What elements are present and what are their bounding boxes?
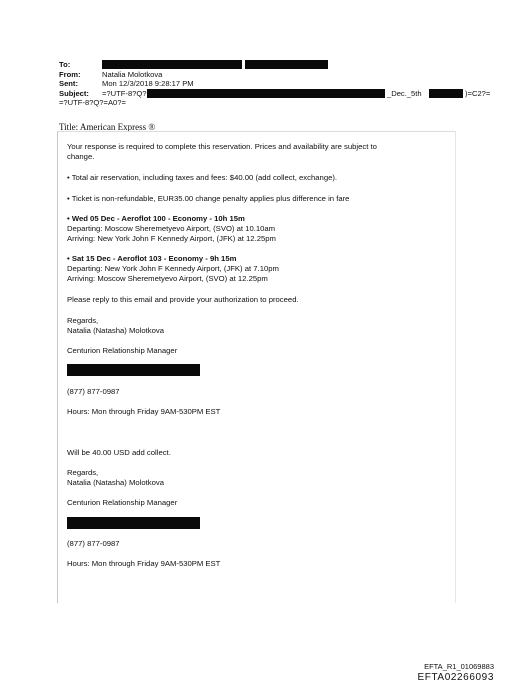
phone-number-2: (877) 877-0987 (67, 539, 120, 548)
footer-ref-1: EFTA_R1_01069883 (424, 662, 494, 671)
signer-title: Centurion Relationship Manager (67, 346, 178, 355)
sent-label: Sent: (59, 79, 78, 88)
bullet-refund: • Ticket is non-refundable, EUR35.00 change penalty applies plus difference in fare (67, 194, 350, 203)
subject-row-2 (59, 98, 459, 108)
redaction-bar (102, 60, 242, 69)
office-hours-2: Hours: Mon through Friday 9AM-530PM EST (67, 559, 221, 568)
intro-line-2: change. (67, 152, 95, 161)
regards-2: Regards, (67, 468, 99, 477)
redaction-bar (67, 364, 200, 376)
flight-2-arriving: Arriving: Moscow Sheremetyevo Airport, (SVO) at 12.25pm (67, 274, 268, 283)
from-value: Natalia Molotkova (102, 69, 163, 79)
redaction-bar (67, 517, 200, 529)
signer-name-2: Natalia (Natasha) Molotkova (67, 478, 164, 487)
office-hours: Hours: Mon through Friday 9AM-530PM EST (67, 407, 221, 416)
subject-row (59, 88, 491, 99)
subject-prefix: =?UTF-8?Q? (102, 88, 147, 98)
subject-label: Subject: (59, 88, 89, 98)
phone-number: (877) 877-0987 (67, 387, 120, 396)
sent-value: Mon 12/3/2018 9:28:17 PM (102, 79, 194, 88)
bullet-total: • Total air reservation, including taxes and fees: $40.00 (add collect, exchange). (67, 173, 338, 182)
flight-1-departing: Departing: Moscow Sheremetyevo Airport, (SVO) at 10.10am (67, 224, 276, 233)
from-label: From: (59, 69, 81, 79)
reply-collect: Will be 40.00 USD add collect. (67, 448, 171, 457)
flight-1-heading: • Wed 05 Dec - Aeroflot 100 - Economy - 10h 15m (67, 214, 245, 223)
flight-1-arriving: Arriving: New York John F Kennedy Airport, (JFK) at 12.25pm (67, 234, 276, 243)
signer-title-2: Centurion Relationship Manager (67, 498, 178, 507)
to-label: To: (59, 60, 71, 69)
regards: Regards, (67, 316, 99, 325)
from-row (59, 70, 459, 80)
signer-name: Natalia (Natasha) Molotkova (67, 326, 164, 335)
sent-row (59, 79, 459, 89)
subject-mid: _Dec._5th (387, 88, 422, 98)
to-row (59, 60, 459, 70)
footer-ref-2: EFTA02266093 (417, 672, 494, 683)
email-header (59, 60, 491, 108)
subject-line-2: =?UTF-8?Q?=A0?= (59, 98, 126, 107)
flight-2-departing: Departing: New York John F Kennedy Airport, (JFK) at 7.10pm (67, 264, 279, 273)
subject-end: )=C2?= (465, 88, 491, 98)
redaction-bar (245, 60, 328, 69)
redaction-bar (429, 89, 463, 98)
message-title: Title: American Express ® (59, 122, 156, 132)
reply-request: Please reply to this email and provide your authorization to proceed. (67, 295, 299, 304)
redaction-bar (147, 89, 385, 98)
intro-line-1: Your response is required to complete this reservation. Prices and availability are subject to (67, 142, 377, 151)
flight-2-heading: • Sat 15 Dec - Aeroflot 103 - Economy - 9h 15m (67, 254, 237, 263)
